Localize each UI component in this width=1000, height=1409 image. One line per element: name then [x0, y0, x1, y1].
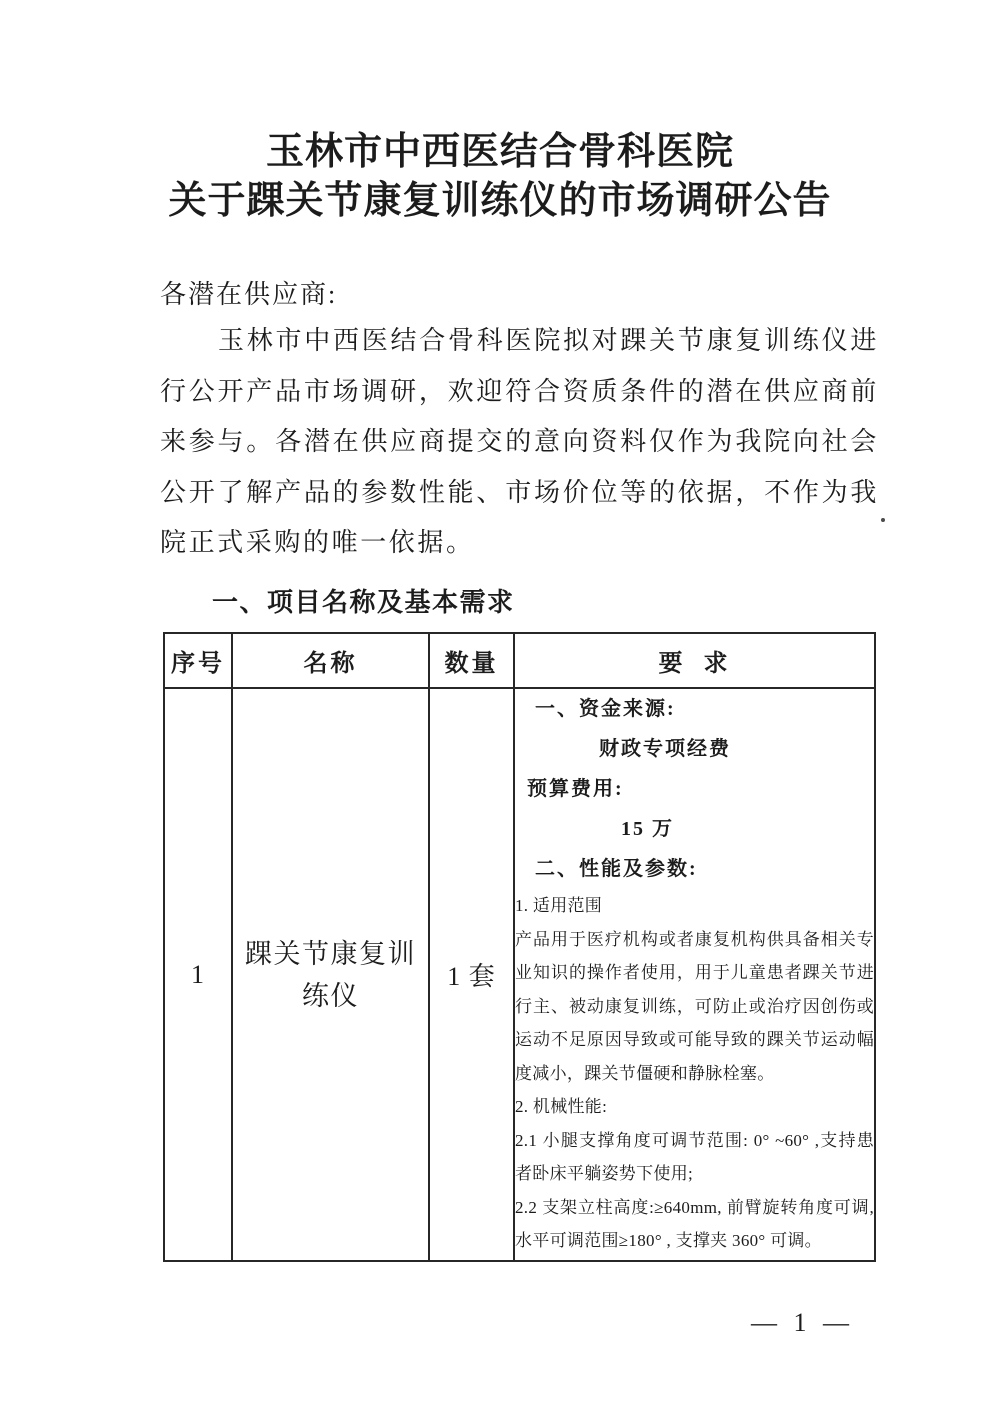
requirement-line: 2. 机械性能:	[515, 1097, 608, 1116]
header-quantity: 数量	[429, 633, 514, 688]
requirement-line: 2.1 小腿支撑角度可调节范围: 0° ~60° ,支持患者卧床平躺姿势下使用;	[515, 1130, 874, 1183]
requirements-cell	[514, 688, 875, 1261]
title-line-1: 玉林市中西医结合骨科医院	[265, 131, 734, 173]
header-seq: 序号	[164, 633, 232, 688]
cell-quantity: 1 套	[429, 688, 514, 1261]
requirement-line: 二、性能及参数:	[535, 858, 698, 880]
header-name: 名称	[232, 633, 429, 688]
requirement-line: 预算费用:	[527, 778, 624, 800]
intro-paragraph: 玉林市中西医结合骨科医院拟对踝关节康复训练仪进行公开产品市场调研，欢迎符合资质条件的潜在供应商前来参与。各潜在供应商提交的意向资料仅作为我院向社会公开了解产品的参数性能、市场价位等的依据，不作为我院正式采购的唯一依据。	[160, 326, 879, 557]
requirement-line: 15 万	[621, 818, 674, 840]
requirement-line: 产品用于医疗机构或者康复机构供具备相关专业知识的操作者使用，用于儿童患者踝关节进行主、被动康复训练，可防止或治疗因创伤或运动不足原因导致或可能导致的踝关节运动幅度减小，踝关节僵硬和静脉栓塞。	[515, 929, 874, 1083]
title-line-2: 关于踝关节康复训练仪的市场调研公告	[168, 180, 832, 222]
table-header-row	[164, 633, 875, 688]
section-heading: 一、项目名称及基本需求	[212, 587, 515, 617]
scan-artifact-dot	[881, 518, 885, 522]
requirement-line: 2.2 支架立柱高度:≥640mm, 前臂旋转角度可调,水平可调范围≥180° , 支撑夹 360° 可调。	[515, 1197, 874, 1250]
requirements-table	[163, 632, 876, 1262]
requirement-line: 一、资金来源:	[535, 698, 676, 720]
cell-seq: 1	[164, 688, 232, 1261]
requirement-line: 财政专项经费	[599, 738, 731, 760]
page-number: — 1 —	[751, 1308, 854, 1337]
requirement-line: 1. 适用范围	[515, 896, 603, 915]
table-row	[164, 688, 875, 1261]
salutation: 各潜在供应商:	[160, 280, 338, 309]
cell-name: 踝关节康复训练仪	[232, 688, 429, 1261]
header-requirements: 要 求	[514, 633, 875, 688]
document-title	[0, 128, 1000, 226]
